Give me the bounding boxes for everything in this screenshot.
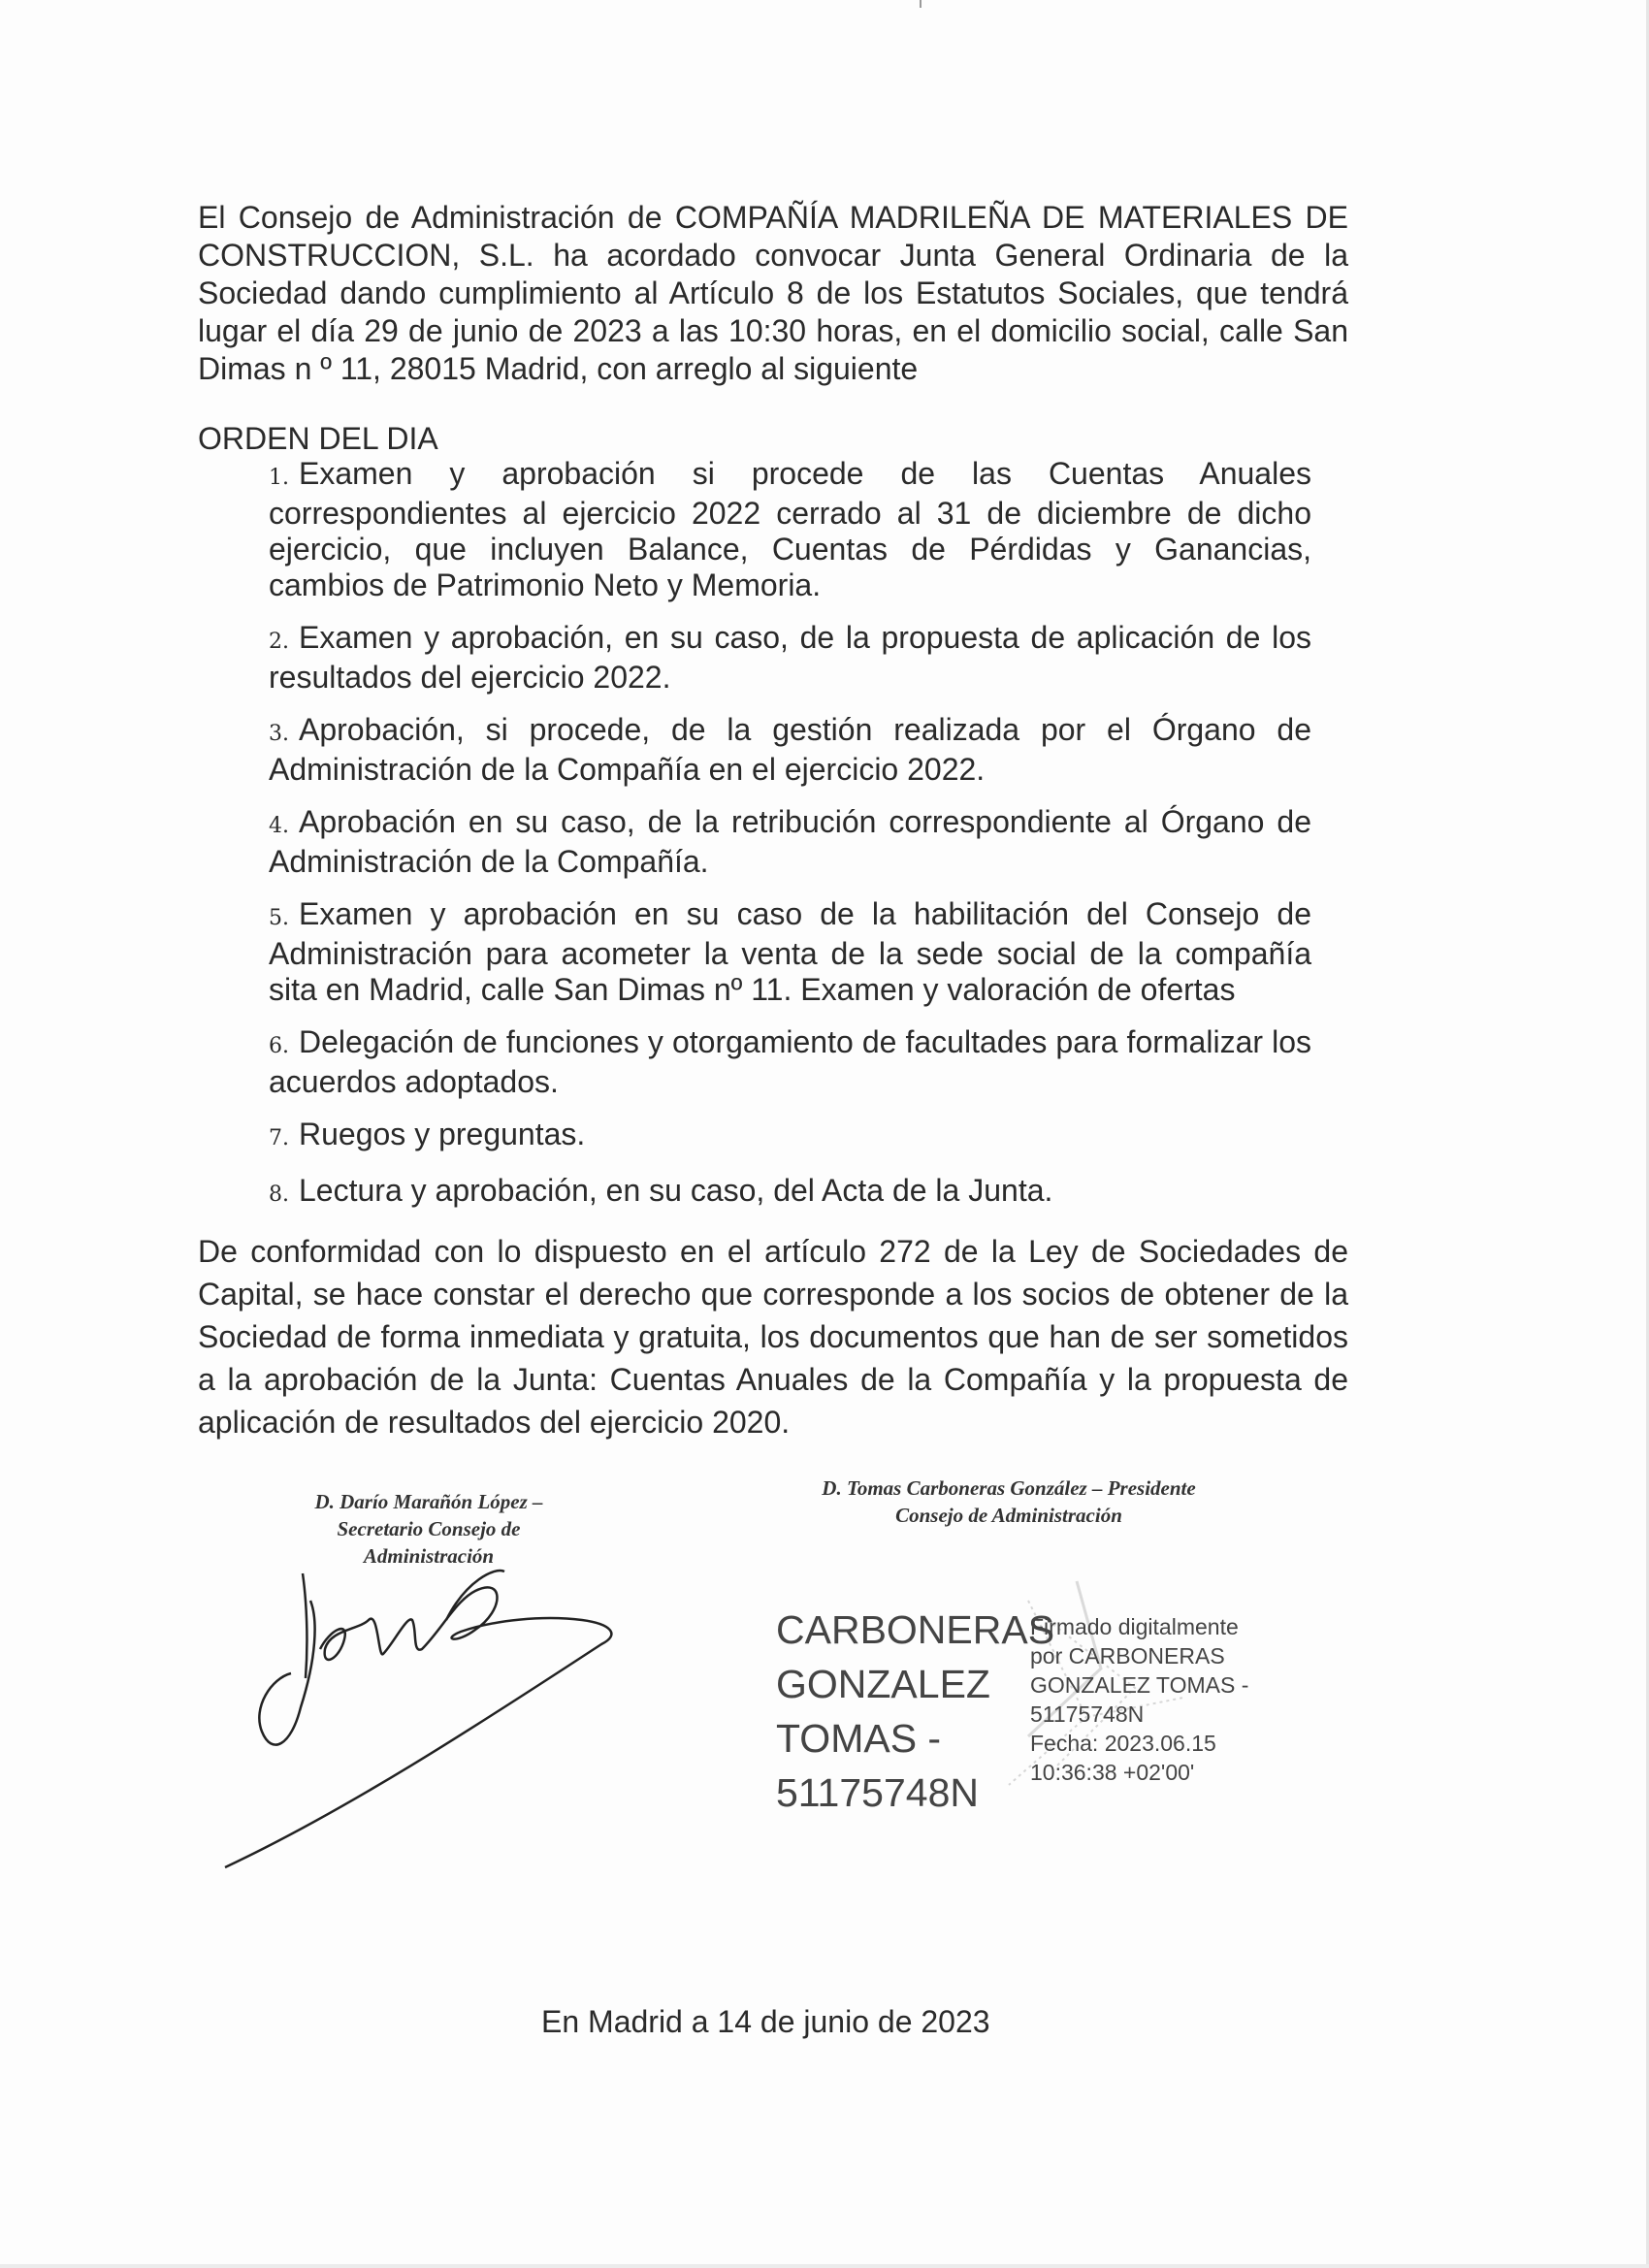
closing-paragraph: De conformidad con lo dispuesto en el artículo 272 de la Ley de Sociedades de Capital, se hace constar el derecho que corresponde a los socios de obtener de la Sociedad de forma inmediata y gratuita, los documentos que han de ser sometidos a la aprobación de la Junta: Cuentas Anuales de la Compañía y la propuesta de aplicación de resultados del ejercicio 2020. — [198, 1234, 1348, 1440]
agenda-item-number: 5. — [269, 906, 289, 930]
scan-edge-bottom — [0, 2264, 1649, 2268]
agenda-title: ORDEN DEL DIA — [198, 421, 438, 456]
agenda-item-text: Delegación de funciones y otorgamiento de facultades para formalizar los acuerdos adoptados. — [269, 1024, 1311, 1099]
agenda-item-text: Lectura y aprobación, en su caso, del Acta de la Junta. — [299, 1173, 1053, 1208]
digital-signature-detail: Firmado digitalmente por CARBONERAS GONZALEZ TOMAS - 51175748N Fecha: 2023.06.15 10:36:38 +02'00' — [1030, 1614, 1249, 1785]
place-and-date: En Madrid a 14 de junio de 2023 — [541, 2004, 990, 2039]
agenda-item-number: 8. — [269, 1183, 289, 1207]
intro-paragraph: El Consejo de Administración de COMPAÑÍA MADRILEÑA DE MATERIALES DE CONSTRUCCION, S.L. ha acordado convocar Junta General Ordinaria de la Sociedad dando cumplimiento al Artículo 8 de los Estatutos Sociales, que tendrá lugar el día 29 de junio de 2023 a las 10:30 horas, en el domicilio social, calle San Dimas n º 11, 28015 Madrid, con arreglo al siguiente — [198, 200, 1348, 386]
scan-mark — [920, 0, 922, 8]
digital-signature-name: CARBONERAS GONZALEZ TOMAS - 51175748N — [776, 1607, 1055, 1815]
agenda-item — [269, 804, 1311, 880]
agenda-item-number: 6. — [269, 1034, 289, 1058]
president-signer-label: D. Tomas Carboneras González – Presidente Consejo de Administración — [822, 1476, 1196, 1527]
agenda-item — [269, 1117, 1311, 1156]
secretary-signer-label: D. Darío Marañón López – Secretario Consejo de Administración — [314, 1490, 543, 1568]
agenda-item-text: Aprobación en su caso, de la retribución correspondiente al Órgano de Administración de la Compañía. — [269, 804, 1311, 879]
handwritten-signature — [213, 1562, 698, 1882]
agenda-item-number: 4. — [269, 814, 289, 838]
agenda-list — [269, 456, 1311, 1229]
agenda-item-text: Ruegos y preguntas. — [299, 1117, 586, 1151]
agenda-item-text: Examen y aprobación, en su caso, de la propuesta de aplicación de los resultados del ejercicio 2022. — [269, 620, 1311, 695]
agenda-item — [269, 1024, 1311, 1100]
agenda-item-text: Examen y aprobación en su caso de la habilitación del Consejo de Administración para acometer la venta de la sede social de la compañía sita en Madrid, calle San Dimas nº 11. Examen y valoración de ofertas — [269, 896, 1311, 1007]
agenda-item — [269, 1173, 1311, 1213]
agenda-item — [269, 620, 1311, 696]
agenda-item-number: 1. — [269, 466, 289, 490]
agenda-item — [269, 896, 1311, 1008]
agenda-item-number: 3. — [269, 722, 289, 746]
agenda-item-text: Examen y aprobación si procede de las Cuentas Anuales correspondientes al ejercicio 2022 cerrado al 31 de diciembre de dicho ejercicio, que incluyen Balance, Cuentas de Pérdidas y Ganancias, cambios de Patrimonio Neto y Memoria. — [269, 456, 1311, 602]
agenda-item-number: 7. — [269, 1126, 289, 1150]
agenda-item — [269, 712, 1311, 788]
agenda-item-number: 2. — [269, 630, 289, 654]
agenda-item-text: Aprobación, si procede, de la gestión realizada por el Órgano de Administración de la Compañía en el ejercicio 2022. — [269, 712, 1311, 787]
agenda-item — [269, 456, 1311, 603]
